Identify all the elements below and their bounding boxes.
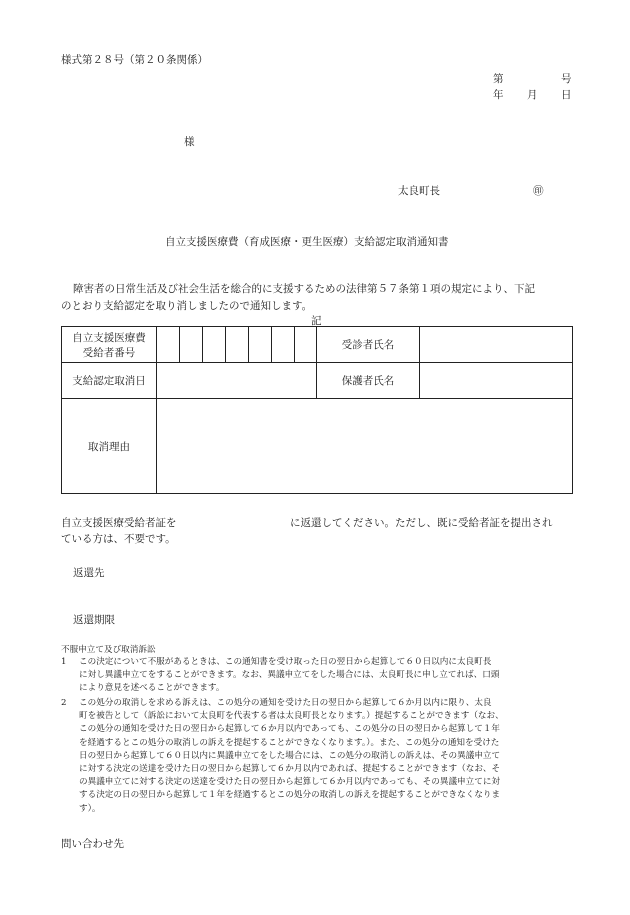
patient-name-field[interactable]	[420, 327, 573, 363]
document-number-label: 第	[493, 73, 504, 85]
guardian-name-field[interactable]	[420, 363, 573, 399]
recipient-number-label: 自立支援医療費 受給者番号	[62, 327, 157, 363]
date-day-label: 日	[561, 89, 572, 101]
recipient-number-digit-1[interactable]	[157, 327, 180, 363]
recipient-number-digit-2[interactable]	[180, 327, 203, 363]
recipient-number-digit-5[interactable]	[249, 327, 272, 363]
appeal-item-1	[61, 656, 581, 696]
appeal-item-2-line: の異議申立てに対する決定の送達を受けた日の翌日から起算して６か月以内であっても、その異議申立てに対	[79, 777, 501, 788]
seal-mark: ㊞	[533, 185, 544, 197]
appeal-item-2	[61, 697, 581, 816]
addressee-honorific: 様	[184, 136, 195, 148]
intro-line-1: 障害者の日常生活及び社会生活を総合的に支援するための法律第５７条第１項の規定により、下記	[73, 283, 535, 295]
document-title: 自立支援医療費（育成医療・更生医療）支給認定取消通知書	[165, 236, 449, 248]
appeal-item-2-line: す）。	[79, 803, 101, 814]
recipient-number-digit-7[interactable]	[295, 327, 317, 363]
cancel-date-label: 支給認定取消日	[62, 363, 157, 399]
return-notice-line-1b: に返還してください。ただし、既に受給者証を提出され	[290, 517, 553, 529]
appeal-item-number: 1	[61, 657, 67, 667]
recipient-number-digit-4[interactable]	[226, 327, 249, 363]
appeal-item-1-line: により意見を述べることができます。	[79, 683, 225, 694]
appeal-item-2-line: この処分の通知を受けた日の翌日から起算して６か月以内であっても、この処分の日の翌日から起算して１年	[79, 724, 501, 735]
cancel-date-field[interactable]	[157, 363, 317, 399]
appeal-item-2-line: 日の翌日から起算して６０日以内に異議申立てをした場合には、この処分の取消しの訴えは、その異議申立て	[79, 750, 501, 761]
appeal-item-2-line: する決定の日の翌日から起算して１年を経過するとこの処分の取消しの訴えを提起することができなくなりま	[79, 790, 501, 801]
contact-label: 問い合わせ先	[61, 838, 124, 850]
return-notice-line-1a: 自立支援医療受給者証を	[61, 517, 177, 529]
appeal-item-2-line: 町を被告として（訴訟において太良町を代表する者は太良町長となります。）提起することができます（なお、	[79, 711, 504, 722]
recipient-number-digit-3[interactable]	[203, 327, 226, 363]
appeal-item-2-line: を経過するとこの処分の取消しの訴えを提起することができなくなります。）。また、この処分の通知を受けた	[79, 737, 500, 748]
reason-field[interactable]	[157, 399, 573, 494]
return-place-label: 返還先	[73, 567, 105, 579]
document-number-suffix: 号	[561, 73, 572, 85]
reason-label: 取消理由	[62, 399, 157, 494]
patient-name-label: 受診者氏名	[317, 327, 420, 363]
return-notice-line-2: ている方は、不要です。	[61, 533, 176, 545]
intro-line-2: のとおり支給認定を取り消しましたので通知します。	[61, 300, 313, 312]
form-number: 様式第２８号（第２０条関係）	[61, 54, 208, 66]
appeal-item-2-line: この処分の取消しを求める訴えは、この処分の通知を受けた日の翌日から起算して６か月以内に限り、太良	[79, 698, 492, 708]
appeal-item-1-line: この決定について不服があるときは、この通知書を受け取った日の翌日から起算して６０日以内に太良町長	[79, 657, 492, 667]
appeal-item-1-line: に対し異議申立てをすることができます。なお、異議申立てをした場合には、太良町長に申し立てれば、口頭	[79, 670, 500, 681]
issuer-name: 太良町長	[398, 185, 440, 197]
appeal-heading: 不服申立て及び取消訴訟	[61, 645, 156, 655]
appeal-item-number: 2	[61, 698, 67, 708]
certification-table	[61, 326, 573, 494]
ki-label: 記	[311, 315, 322, 327]
guardian-name-label: 保護者氏名	[317, 363, 420, 399]
recipient-number-digit-6[interactable]	[272, 327, 295, 363]
date-year-label: 年	[493, 89, 504, 101]
return-deadline-label: 返還期限	[73, 614, 115, 626]
date-month-label: 月	[527, 89, 538, 101]
appeal-item-2-line: に対する決定の送達を受けた日の翌日から起算して６か月以内であれば、提起することができます（なお、そ	[79, 764, 501, 775]
